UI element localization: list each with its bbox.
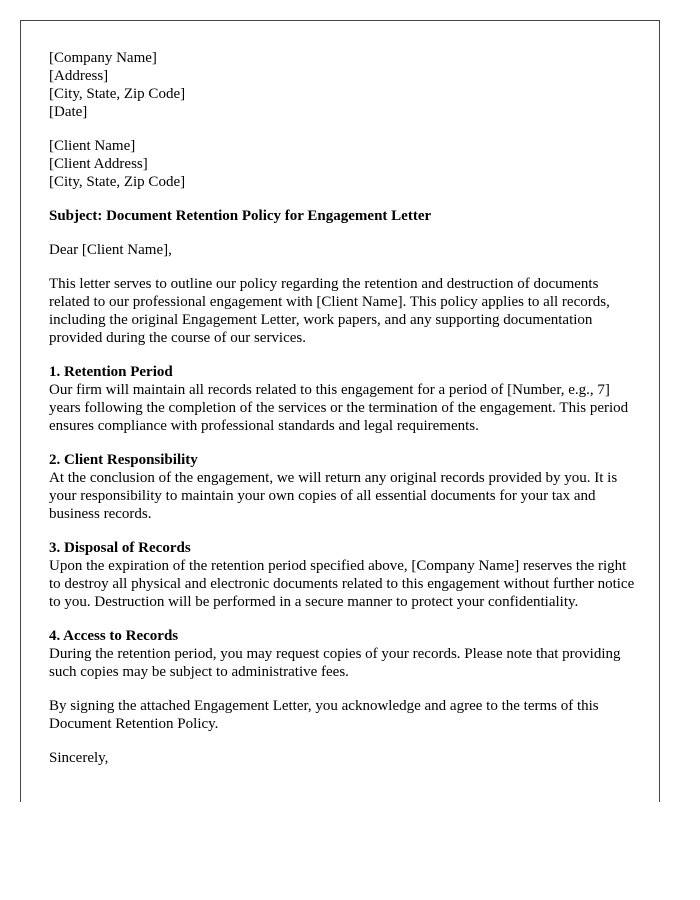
letter-page	[20, 20, 660, 802]
salutation: Dear [Client Name],	[49, 242, 172, 258]
section-retention-period	[49, 363, 639, 435]
section-client-responsibility	[49, 451, 639, 523]
section-body: Upon the expiration of the retention period specified above, [Company Name] reserves the right to destroy all physical and electronic documents related to this engagement without further notice to you. Destruction will be performed in a secure manner to protect your confidentiality.	[49, 558, 635, 610]
subject-line: Subject: Document Retention Policy for Engagement Letter	[49, 208, 432, 224]
section-title: 2. Client Responsibility	[49, 452, 198, 468]
section-title: 4. Access to Records	[49, 628, 179, 644]
intro-paragraph: This letter serves to outline our policy regarding the retention and destruction of documents related to our professional engagement with [Client Name]. This policy applies to all records, including the original Engagement Letter, work papers, and any supporting documentation provided during the course of our services.	[49, 276, 610, 346]
recipient-city-state-zip: [City, State, Zip Code]	[49, 174, 186, 190]
section-access-to-records	[49, 627, 639, 681]
recipient-address: [Client Address]	[49, 156, 148, 172]
section-body: Our firm will maintain all records related to this engagement for a period of [Number, e.g., 7] years following the completion of the services or the termination of the engagement. This period ensures compliance with professional standards and legal requirements.	[49, 382, 629, 434]
sender-block	[49, 49, 639, 121]
section-body: At the conclusion of the engagement, we will return any original records provided by you. It is your responsibility to maintain your own copies of all essential documents for your tax and business records.	[49, 470, 618, 522]
closing-paragraph: By signing the attached Engagement Letter, you acknowledge and agree to the terms of this Document Retention Policy.	[49, 698, 599, 732]
letter-content	[49, 49, 639, 767]
sender-city-state-zip: [City, State, Zip Code]	[49, 86, 186, 102]
section-disposal-of-records	[49, 539, 639, 611]
sender-company: [Company Name]	[49, 50, 157, 66]
recipient-block	[49, 137, 639, 191]
sender-address: [Address]	[49, 68, 109, 84]
section-title: 3. Disposal of Records	[49, 540, 191, 556]
letter-date: [Date]	[49, 104, 88, 120]
section-title: 1. Retention Period	[49, 364, 173, 380]
section-body: During the retention period, you may request copies of your records. Please note that providing such copies may be subject to administrative fees.	[49, 646, 621, 680]
recipient-name: [Client Name]	[49, 138, 136, 154]
signoff: Sincerely,	[49, 750, 109, 766]
